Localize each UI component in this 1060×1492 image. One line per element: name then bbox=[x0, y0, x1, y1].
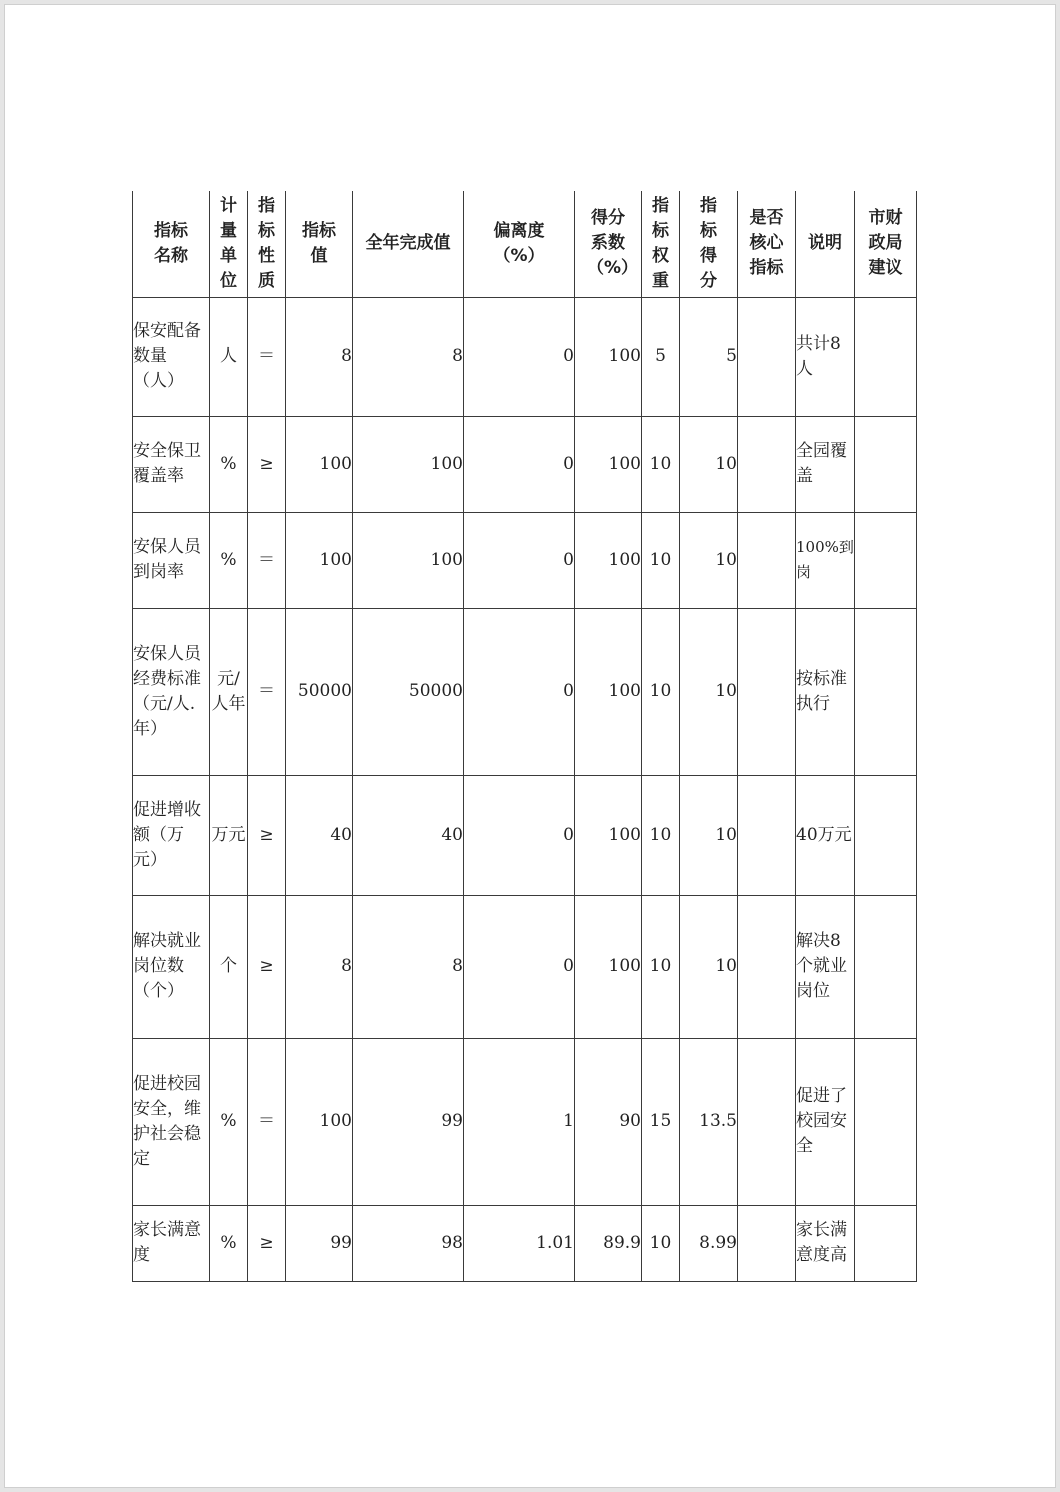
cell-core bbox=[738, 895, 796, 1038]
cell-advice bbox=[855, 608, 917, 775]
cell-score: 10 bbox=[680, 512, 738, 608]
cell-coefficient: 100 bbox=[575, 775, 642, 895]
cell-weight: 10 bbox=[642, 512, 680, 608]
cell-deviation: 1.01 bbox=[464, 1205, 575, 1281]
cell-core bbox=[738, 1038, 796, 1205]
table-row bbox=[133, 775, 917, 895]
cell-actual: 50000 bbox=[353, 608, 464, 775]
cell-weight: 10 bbox=[642, 1205, 680, 1281]
cell-target: 100 bbox=[286, 416, 353, 512]
header-finance-advice: 市财政局建议 bbox=[855, 191, 917, 297]
cell-actual: 100 bbox=[353, 512, 464, 608]
cell-note: 按标准执行 bbox=[796, 608, 855, 775]
cell-nature: ≥ bbox=[248, 1205, 286, 1281]
cell-note: 促进了校园安全 bbox=[796, 1038, 855, 1205]
cell-deviation: 0 bbox=[464, 512, 575, 608]
cell-core bbox=[738, 608, 796, 775]
cell-indicator-name: 安全保卫覆盖率 bbox=[133, 416, 210, 512]
header-indicator-name: 指标名称 bbox=[133, 191, 210, 297]
cell-score: 10 bbox=[680, 608, 738, 775]
cell-unit: % bbox=[210, 1038, 248, 1205]
cell-advice bbox=[855, 416, 917, 512]
performance-indicator-table bbox=[132, 191, 917, 1282]
header-score: 指标得分 bbox=[680, 191, 738, 297]
cell-weight: 10 bbox=[642, 775, 680, 895]
cell-indicator-name: 促进增收额（万元） bbox=[133, 775, 210, 895]
cell-coefficient: 90 bbox=[575, 1038, 642, 1205]
cell-unit: 元/人年 bbox=[210, 608, 248, 775]
table-row bbox=[133, 297, 917, 416]
cell-nature: ≥ bbox=[248, 775, 286, 895]
cell-unit: 人 bbox=[210, 297, 248, 416]
cell-weight: 5 bbox=[642, 297, 680, 416]
cell-weight: 10 bbox=[642, 416, 680, 512]
document-page bbox=[4, 4, 1056, 1488]
header-deviation: 偏离度（%） bbox=[464, 191, 575, 297]
cell-indicator-name: 家长满意度 bbox=[133, 1205, 210, 1281]
cell-actual: 99 bbox=[353, 1038, 464, 1205]
cell-nature: ＝ bbox=[248, 608, 286, 775]
cell-actual: 8 bbox=[353, 895, 464, 1038]
cell-weight: 15 bbox=[642, 1038, 680, 1205]
cell-unit: % bbox=[210, 416, 248, 512]
cell-coefficient: 100 bbox=[575, 608, 642, 775]
cell-actual: 40 bbox=[353, 775, 464, 895]
cell-actual: 8 bbox=[353, 297, 464, 416]
cell-nature: ＝ bbox=[248, 297, 286, 416]
cell-note: 100%到岗 bbox=[796, 512, 855, 608]
cell-target: 99 bbox=[286, 1205, 353, 1281]
cell-target: 8 bbox=[286, 297, 353, 416]
cell-deviation: 0 bbox=[464, 297, 575, 416]
cell-advice bbox=[855, 895, 917, 1038]
cell-actual: 98 bbox=[353, 1205, 464, 1281]
table-row bbox=[133, 416, 917, 512]
cell-coefficient: 100 bbox=[575, 512, 642, 608]
cell-unit: % bbox=[210, 512, 248, 608]
header-unit: 计量单位 bbox=[210, 191, 248, 297]
header-weight: 指标权重 bbox=[642, 191, 680, 297]
cell-core bbox=[738, 297, 796, 416]
table-row bbox=[133, 1205, 917, 1281]
cell-advice bbox=[855, 512, 917, 608]
cell-unit: 万元 bbox=[210, 775, 248, 895]
cell-indicator-name: 促进校园安全，维护社会稳定 bbox=[133, 1038, 210, 1205]
header-core-indicator: 是否核心指标 bbox=[738, 191, 796, 297]
cell-note: 全园覆盖 bbox=[796, 416, 855, 512]
cell-core bbox=[738, 416, 796, 512]
cell-core bbox=[738, 512, 796, 608]
cell-core bbox=[738, 775, 796, 895]
cell-advice bbox=[855, 775, 917, 895]
cell-score: 10 bbox=[680, 775, 738, 895]
cell-nature: ＝ bbox=[248, 512, 286, 608]
cell-target: 50000 bbox=[286, 608, 353, 775]
cell-target: 40 bbox=[286, 775, 353, 895]
cell-target: 8 bbox=[286, 895, 353, 1038]
header-nature: 指标性质 bbox=[248, 191, 286, 297]
cell-coefficient: 100 bbox=[575, 895, 642, 1038]
cell-deviation: 0 bbox=[464, 416, 575, 512]
cell-note: 40万元 bbox=[796, 775, 855, 895]
cell-deviation: 0 bbox=[464, 895, 575, 1038]
cell-note: 共计8人 bbox=[796, 297, 855, 416]
cell-coefficient: 100 bbox=[575, 416, 642, 512]
cell-unit: 个 bbox=[210, 895, 248, 1038]
cell-nature: ＝ bbox=[248, 1038, 286, 1205]
table-row bbox=[133, 895, 917, 1038]
cell-weight: 10 bbox=[642, 895, 680, 1038]
cell-score: 13.5 bbox=[680, 1038, 738, 1205]
cell-deviation: 1 bbox=[464, 1038, 575, 1205]
header-description: 说明 bbox=[796, 191, 855, 297]
table-header-row bbox=[133, 191, 917, 297]
cell-score: 5 bbox=[680, 297, 738, 416]
cell-indicator-name: 安保人员经费标准（元/人.年） bbox=[133, 608, 210, 775]
header-score-coefficient: 得分系数（%） bbox=[575, 191, 642, 297]
cell-core bbox=[738, 1205, 796, 1281]
cell-note: 解决8个就业岗位 bbox=[796, 895, 855, 1038]
cell-unit: % bbox=[210, 1205, 248, 1281]
cell-score: 10 bbox=[680, 416, 738, 512]
table-row bbox=[133, 608, 917, 775]
cell-coefficient: 100 bbox=[575, 297, 642, 416]
cell-actual: 100 bbox=[353, 416, 464, 512]
header-annual-value: 全年完成值 bbox=[353, 191, 464, 297]
header-target-value: 指标值 bbox=[286, 191, 353, 297]
table-row bbox=[133, 1038, 917, 1205]
cell-advice bbox=[855, 1038, 917, 1205]
cell-nature: ≥ bbox=[248, 895, 286, 1038]
cell-target: 100 bbox=[286, 512, 353, 608]
cell-deviation: 0 bbox=[464, 775, 575, 895]
cell-indicator-name: 安保人员到岗率 bbox=[133, 512, 210, 608]
cell-deviation: 0 bbox=[464, 608, 575, 775]
cell-coefficient: 89.9 bbox=[575, 1205, 642, 1281]
cell-advice bbox=[855, 297, 917, 416]
cell-indicator-name: 保安配备数量（人） bbox=[133, 297, 210, 416]
cell-target: 100 bbox=[286, 1038, 353, 1205]
cell-nature: ≥ bbox=[248, 416, 286, 512]
cell-note: 家长满意度高 bbox=[796, 1205, 855, 1281]
cell-score: 8.99 bbox=[680, 1205, 738, 1281]
cell-weight: 10 bbox=[642, 608, 680, 775]
cell-score: 10 bbox=[680, 895, 738, 1038]
table-row bbox=[133, 512, 917, 608]
cell-advice bbox=[855, 1205, 917, 1281]
cell-indicator-name: 解决就业岗位数（个） bbox=[133, 895, 210, 1038]
